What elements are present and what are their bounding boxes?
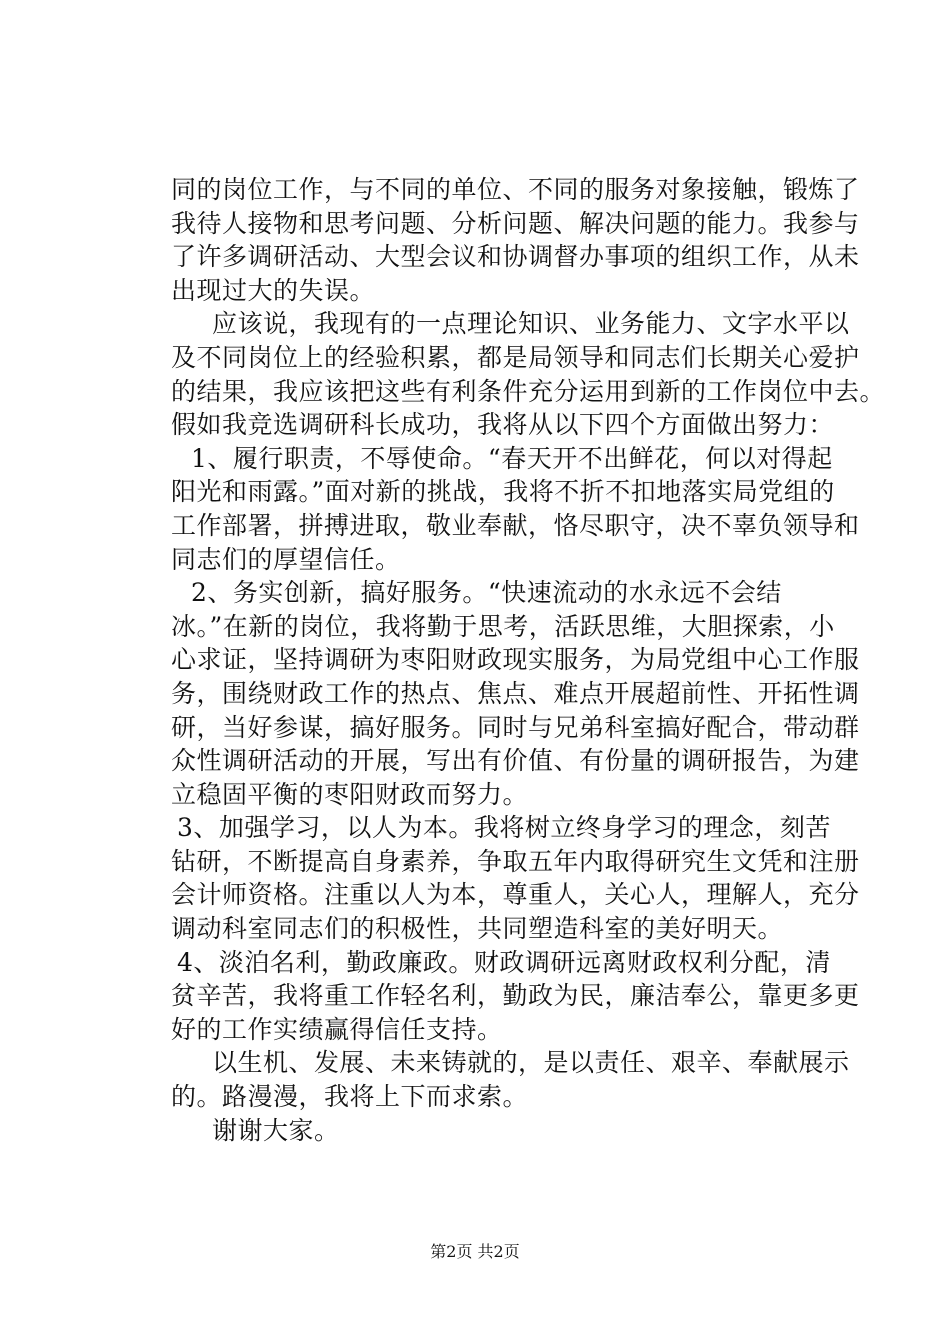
page-number-footer: 第2页 共2页 <box>430 1242 520 1261</box>
text-line: 同的岗位工作，与不同的单位、不同的服务对象接触，锻炼了 <box>171 175 860 204</box>
list-item-1-line: 1、履行职责，不辱使命。“春天开不出鲜花，何以对得起 <box>191 443 833 473</box>
list-item-3-line: 3、加强学习，以人为本。我将树立终身学习的理念，刻苦 <box>177 813 831 843</box>
text-line: 钻研，不断提高自身素养，争取五年内取得研究生文凭和注册 <box>171 846 860 876</box>
text-line: 工作部署，拼搏进取，敬业奉献，恪尽职守，决不辜负领导和 <box>171 510 860 540</box>
text-line: 同志们的厚望信任。 <box>171 544 401 574</box>
paragraph-start-line: 应该说，我现有的一点理论知识、业务能力、文字水平以 <box>212 309 850 339</box>
paragraph-start-line: 以生机、发展、未来铸就的，是以责任、艰辛、奉献展示 <box>212 1048 850 1078</box>
text-line: 心求证，坚持调研为枣阳财政现实服务，为局党组中心工作服 <box>171 645 860 675</box>
text-line: 研，当好参谋，搞好服务。同时与兄弟科室搞好配合，带动群 <box>171 712 860 742</box>
closing-line: 谢谢大家。 <box>212 1115 340 1145</box>
body-text <box>171 173 886 1147</box>
text-line: 了许多调研活动、大型会议和协调督办事项的组织工作，从未 <box>171 242 860 272</box>
text-line: 好的工作实绩赢得信任支持。 <box>171 1014 503 1044</box>
text-line: 冰。”在新的岗位，我将勤于思考，活跃思维，大胆探索，小 <box>171 611 835 641</box>
text-line: 假如我竞选调研科长成功，我将从以下四个方面做出努力： <box>171 410 835 440</box>
text-line: 调动科室同志们的积极性，共同塑造科室的美好明天。 <box>171 914 784 944</box>
text-line: 的结果，我应该把这些有利条件充分运用到新的工作岗位中去。 <box>171 376 886 406</box>
list-item-2-line: 2、务实创新，搞好服务。“快速流动的水永远不会结 <box>191 578 782 608</box>
text-line: 阳光和雨露。”面对新的挑战，我将不折不扣地落实局党组的 <box>171 477 835 507</box>
text-line: 的。路漫漫，我将上下而求索。 <box>171 1082 529 1112</box>
text-line: 我待人接物和思考问题、分析问题、解决问题的能力。我参与 <box>171 208 860 238</box>
text-line: 立稳固平衡的枣阳财政而努力。 <box>171 779 529 809</box>
text-line: 出现过大的失误。 <box>171 275 376 305</box>
text-line: 务，围绕财政工作的热点、焦点、难点开展超前性、开拓性调 <box>171 678 860 708</box>
text-line: 贫辛苦，我将重工作轻名利，勤政为民，廉洁奉公，靠更多更 <box>171 981 860 1011</box>
text-line: 及不同岗位上的经验积累，都是局领导和同志们长期关心爱护 <box>171 342 860 372</box>
list-item-4-line: 4、淡泊名利，勤政廉政。财政调研远离财政权利分配，清 <box>177 947 831 977</box>
text-line: 会计师资格。注重以人为本，尊重人，关心人，理解人，充分 <box>171 880 860 910</box>
text-line: 众性调研活动的开展，写出有价值、有份量的调研报告，为建 <box>171 746 860 776</box>
